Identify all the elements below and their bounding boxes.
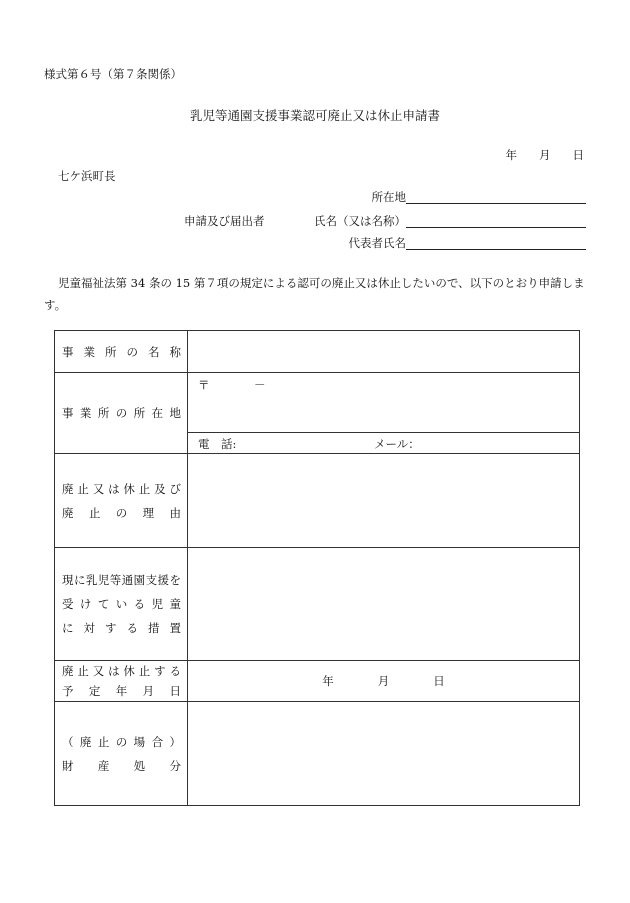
reason-field[interactable] <box>188 454 580 548</box>
schedule-month: 月 <box>377 674 390 688</box>
name-line[interactable] <box>406 213 586 228</box>
measures-label-line2: 受けている児童 <box>62 597 181 611</box>
schedule-label-line2: 予定年月日 <box>62 684 181 698</box>
measures-label-line3: に対する措置 <box>62 621 181 635</box>
property-label-line1: （廃止の場合） <box>62 734 181 749</box>
date-line <box>506 147 585 163</box>
date-month: 月 <box>539 148 551 162</box>
name-label: 氏名（又は名称） <box>314 214 406 228</box>
measures-label-line1: 現に乳児等通園支援を <box>62 573 181 587</box>
representative-line[interactable] <box>406 235 586 250</box>
schedule-year: 年 <box>322 674 334 688</box>
table-row-schedule <box>55 661 580 702</box>
addressee: 七ケ浜町長 <box>58 169 116 183</box>
form-number: 様式第６号（第７条関係） <box>44 67 182 81</box>
facility-name-field[interactable] <box>188 331 580 373</box>
reason-label-line2: 廃止の理由 <box>62 505 181 520</box>
application-table <box>54 330 580 806</box>
table-row-measures <box>55 548 580 661</box>
date-year: 年 <box>505 148 517 162</box>
table-row-reason <box>55 454 580 548</box>
postal-dash: － <box>254 378 266 392</box>
contact-field[interactable] <box>188 433 580 454</box>
schedule-label-line1: 廃止又は休止する <box>62 664 181 678</box>
table-row-address <box>55 373 580 433</box>
mail-label: メール： <box>374 437 420 451</box>
property-label-line2: 財産処分 <box>62 758 181 773</box>
measures-field[interactable] <box>188 548 580 661</box>
date-day: 日 <box>572 148 584 162</box>
document-title: 乳児等通園支援事業認可廃止又は休止申請書 <box>189 108 440 123</box>
body-text: 児童福祉法第 34 条の 15 第７項の規定による認可の廃止又は休止したいので、以下のとおり申請します。 <box>44 276 585 312</box>
reason-label-line1: 廃止又は休止及び <box>62 481 181 496</box>
property-field[interactable] <box>188 702 580 806</box>
representative-label: 代表者氏名 <box>348 236 406 250</box>
schedule-day: 日 <box>433 674 445 688</box>
facility-name-label: 事業所の名称 <box>62 344 181 359</box>
facility-address-label: 事業所の所在地 <box>62 406 181 420</box>
tel-label: 電 話: <box>198 437 237 451</box>
postal-mark: 〒 <box>198 378 210 392</box>
schedule-date-field[interactable] <box>188 661 580 702</box>
table-row-name <box>55 331 580 373</box>
table-row-property <box>55 702 580 806</box>
address-line[interactable] <box>406 189 586 204</box>
address-label: 所在地 <box>371 190 406 204</box>
applicant-label: 申請及び届出者 <box>184 214 265 228</box>
facility-address-field[interactable] <box>188 373 580 433</box>
